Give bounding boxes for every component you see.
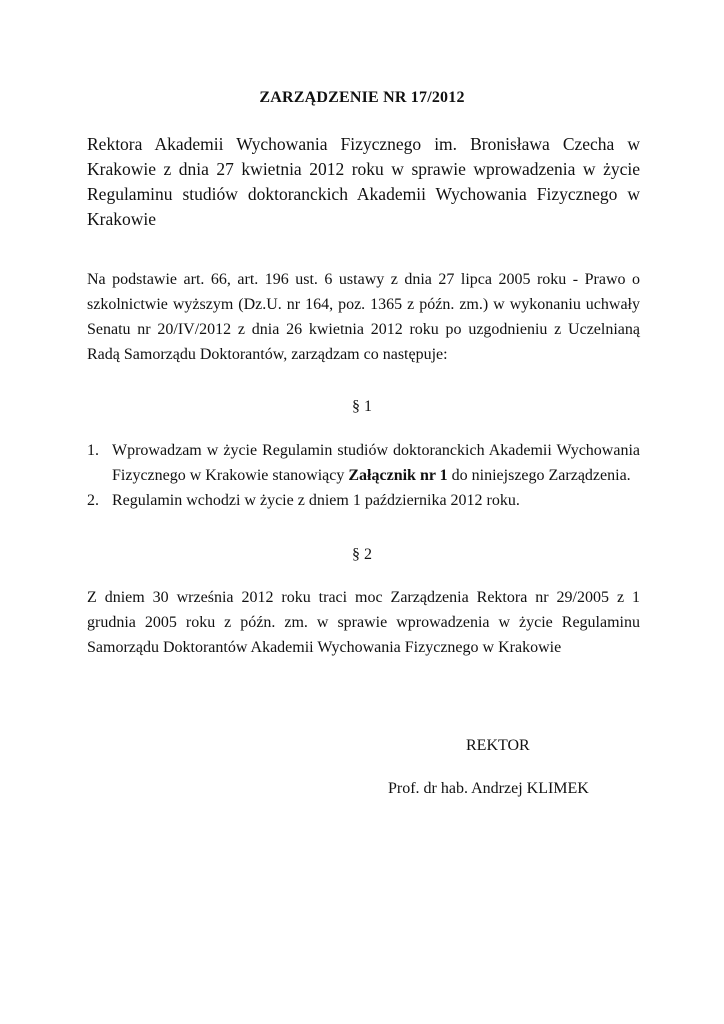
section-2-paragraph: Z dniem 30 września 2012 roku traci moc Zarządzenia Rektora nr 29/2005 z 1 grudnia 2005 roku z późn. zm. w sprawie wprowadzenia w życie Regulaminu Samorządu Doktorantów Akademii Wychowania Fizycznego w Krakowie — [87, 589, 640, 656]
list-item — [87, 488, 640, 513]
document-intro: Rektora Akademii Wychowania Fizycznego im. Bronisława Czecha w Krakowie z dnia 27 kwietnia 2012 roku w sprawie wprowadzenia w życie Regulaminu studiów doktoranckich Akademii Wychowania Fizycznego w Krakowie — [87, 134, 640, 229]
section-2-mark: § 2 — [352, 546, 372, 563]
list-item-number: 2. — [87, 492, 99, 509]
attachment-reference: Załącznik nr 1 — [348, 467, 448, 484]
list-item — [87, 438, 640, 488]
list-item-text: Wprowadzam w życie Regulamin studiów doktoranckich Akademii Wychowania Fizycznego w Krakowie stanowiący — [112, 442, 640, 484]
list-item-number: 1. — [87, 442, 99, 459]
section-1-list — [87, 438, 640, 513]
legal-basis-paragraph: Na podstawie art. 66, art. 196 ust. 6 ustawy z dnia 27 lipca 2005 roku - Prawo o szkolnictwie wyższym (Dz.U. nr 164, poz. 1365 z późn. zm.) w wykonaniu uchwały Senatu nr 20/IV/2012 z dnia 26 kwietnia 2012 roku po uzgodnieniu z Uczelnianą Radą Samorządu Doktorantów, zarządzam co następuje: — [87, 271, 640, 363]
list-item-text-end: do niniejszego Zarządzenia. — [447, 467, 631, 484]
signature-role: REKTOR — [466, 737, 530, 754]
section-1-mark: § 1 — [352, 398, 372, 415]
document-title: ZARZĄDZENIE NR 17/2012 — [259, 89, 465, 106]
signature-name: Prof. dr hab. Andrzej KLIMEK — [388, 780, 589, 797]
list-item-text: Regulamin wchodzi w życie z dniem 1 października 2012 roku. — [112, 492, 520, 509]
